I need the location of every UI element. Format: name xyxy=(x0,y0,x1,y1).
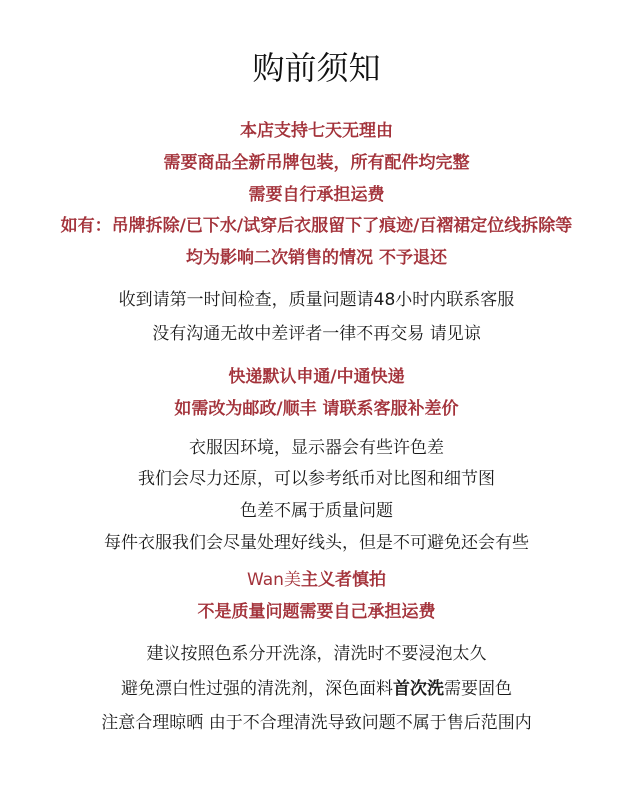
notice-return-exclusions: 如有：吊牌拆除/已下水/试穿后衣服留下了痕迹/百褶裙定位线拆除等 xyxy=(60,216,573,236)
notice-wash-by-color: 建议按照色系分开洗涤，清洗时不要浸泡太久 xyxy=(146,644,487,664)
notice-courier-upgrade: 如需改为邮政/顺丰 请联系客服补差价 xyxy=(174,399,459,419)
notice-no-return: 均为影响二次销售的情况 不予退还 xyxy=(186,248,447,268)
notice-loose-threads: 每件衣服我们会尽量处理好线头，但是不可避免还会有些 xyxy=(104,533,529,553)
page-title: 购前须知 xyxy=(252,49,381,87)
notice-color-reference: 我们会尽力还原，可以参考纸币对比图和细节图 xyxy=(138,469,495,489)
notice-default-courier: 快递默认申通/中通快递 xyxy=(228,367,405,387)
notice-non-defect-shipping: 不是质量问题需要自己承担运费 xyxy=(197,602,436,622)
notice-perfectionist-warning xyxy=(0,567,633,593)
perfectionist-prefix: Wan美 xyxy=(247,570,301,590)
notice-avoid-bleach xyxy=(0,676,633,702)
avoid-bleach-text: 避免漂白性过强的清洗剂，深色面料 xyxy=(121,679,393,699)
notice-shipping-cost: 需要自行承担运费 xyxy=(248,185,385,205)
first-wash-emphasis: 首次洗 xyxy=(393,679,444,699)
notice-drying-care: 注意合理晾晒 由于不合理清洗导致问题不属于售后范围内 xyxy=(101,713,532,733)
notice-tags-packaging: 需要商品全新吊牌包装，所有配件均完整 xyxy=(163,153,470,173)
notice-color-difference: 衣服因环境，显示器会有些许色差 xyxy=(189,438,444,458)
notice-seven-day-return: 本店支持七天无理由 xyxy=(240,121,393,141)
perfectionist-suffix: 主义者慎拍 xyxy=(300,570,386,590)
notice-bad-review-policy: 没有沟通无故中差评者一律不再交易 请见谅 xyxy=(152,324,481,344)
color-fix-text: 需要固色 xyxy=(444,679,512,699)
notice-color-not-defect: 色差不属于质量问题 xyxy=(240,501,393,521)
notice-check-on-arrival: 收到请第一时间检查，质量问题请48小时内联系客服 xyxy=(118,290,515,310)
